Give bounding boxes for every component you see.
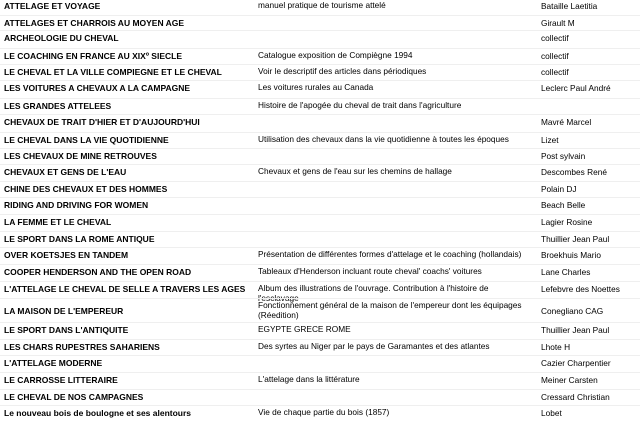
table-row: [0, 374, 640, 388]
book-description: L'attelage dans la littérature: [258, 374, 360, 384]
book-description: Utilisation des chevaux dans la vie quotidienne à toutes les époques: [258, 134, 509, 144]
book-author: collectif: [541, 33, 569, 43]
row-divider: [0, 339, 640, 340]
book-author: Cressard Christian: [541, 392, 610, 402]
book-title: LE CARROSSE LITTERAIRE: [4, 375, 118, 385]
book-description: Des syrtes au Niger par le pays de Garamantes et des atlantes: [258, 341, 490, 351]
row-divider: [0, 148, 640, 149]
book-title: ARCHEOLOGIE DU CHEVAL: [4, 33, 119, 43]
book-author: Cazier Charpentier: [541, 358, 611, 368]
table-row: [0, 283, 640, 303]
row-divider: [0, 298, 640, 299]
book-description: Album des illustrations de l'ouvrage. Contribution à l'histoire de l'esclavage: [258, 283, 489, 303]
book-description: EGYPTE GRECE ROME: [258, 324, 351, 334]
table-row: [0, 17, 640, 31]
book-description: Chevaux et gens de l'eau sur les chemins de hallage: [258, 166, 452, 176]
book-title: LE SPORT DANS LA ROME ANTIQUE: [4, 234, 155, 244]
book-title: L'ATTELAGE LE CHEVAL DE SELLE A TRAVERS LES AGES: [4, 284, 246, 294]
row-divider: [0, 197, 640, 198]
book-title: COOPER HENDERSON AND THE OPEN ROAD: [4, 267, 192, 277]
book-title: LES VOITURES A CHEVAUX A LA CAMPAGNE: [4, 83, 191, 93]
book-title: LES CHEVAUX DE MINE RETROUVES: [4, 151, 157, 161]
book-title: LA MAISON DE L'EMPEREUR: [4, 306, 124, 316]
book-author: Post sylvain: [541, 151, 586, 161]
book-title: CHINE DES CHEVAUX ET DES HOMMES: [4, 184, 168, 194]
table-row: [0, 266, 640, 280]
book-description: Les voitures rurales au Canada: [258, 82, 374, 92]
book-author: collectif: [541, 51, 569, 61]
row-divider: [0, 164, 640, 165]
table-row: [0, 66, 640, 80]
book-title: ATTELAGE ET VOYAGE: [4, 1, 101, 11]
table-row: [0, 357, 640, 371]
book-author: Mavré Marcel: [541, 117, 592, 127]
book-description: Catalogue exposition de Compiègne 1994: [258, 50, 413, 60]
book-author: collectif: [541, 67, 569, 77]
table-row: [0, 199, 640, 213]
book-description: Histoire de l'apogée du cheval de trait dans l'agriculture: [258, 100, 462, 110]
row-divider: [0, 80, 640, 81]
table-row: [0, 82, 640, 96]
row-divider: [0, 247, 640, 248]
table-row: [0, 216, 640, 230]
book-title: LES GRANDES ATTELEES: [4, 101, 112, 111]
row-divider: [0, 372, 640, 373]
row-divider: [0, 98, 640, 99]
row-divider: [0, 264, 640, 265]
book-author: Bataille Laetitia: [541, 1, 598, 11]
book-title: LE CHEVAL ET LA VILLE COMPIEGNE ET LE CHEVAL: [4, 67, 222, 77]
table-row: [0, 150, 640, 164]
table-row: [0, 300, 640, 322]
book-author: Thuillier Jean Paul: [541, 234, 610, 244]
book-author: Lizet: [541, 135, 559, 145]
table-row: [0, 166, 640, 180]
book-description: Tableaux d'Henderson incluant route cheval' coachs' voitures: [258, 266, 482, 276]
book-title: L'ATTELAGE MODERNE: [4, 358, 103, 368]
table-row: [0, 341, 640, 355]
row-divider: [0, 389, 640, 390]
book-author: Thuillier Jean Paul: [541, 325, 610, 335]
book-title: LE COACHING EN FRANCE AU XIXº SIECLE: [4, 51, 182, 61]
book-description: Fonctionnement général de la maison de l'empereur dont les équipages (Réedition): [258, 300, 522, 320]
book-author: Leclerc Paul André: [541, 83, 611, 93]
book-title: ATTELAGES ET CHARROIS AU MOYEN AGE: [4, 18, 185, 28]
book-description: Vie de chaque partie du bois (1857): [258, 407, 390, 417]
book-author: Lhote H: [541, 342, 571, 352]
book-title: RIDING AND DRIVING FOR WOMEN: [4, 200, 149, 210]
book-author: Beach Belle: [541, 200, 586, 210]
book-title: Le nouveau bois de boulogne et ses alentours: [4, 408, 192, 418]
book-title: LA FEMME ET LE CHEVAL: [4, 217, 112, 227]
table-row: [0, 391, 640, 405]
row-divider: [0, 355, 640, 356]
book-author: Meiner Carsten: [541, 375, 598, 385]
table-row: [0, 0, 640, 14]
book-author: Lefebvre des Noettes: [541, 284, 620, 294]
row-divider: [0, 405, 640, 406]
book-author: Lobet: [541, 408, 562, 418]
book-title: CHEVAUX ET GENS DE L'EAU: [4, 167, 127, 177]
book-description: Présentation de différentes formes d'attelage et le coaching (hollandais): [258, 249, 522, 259]
row-divider: [0, 322, 640, 323]
book-title: OVER KOETSJES EN TANDEM: [4, 250, 129, 260]
book-title: CHEVAUX DE TRAIT D'HIER ET D'AUJOURD'HUI: [4, 117, 200, 127]
book-author: Conegliano CAG: [541, 306, 604, 316]
row-divider: [0, 214, 640, 215]
row-divider: [0, 64, 640, 65]
table-row: [0, 50, 640, 64]
table-row: [0, 134, 640, 148]
book-title: LE CHEVAL DE NOS CAMPAGNES: [4, 392, 144, 402]
book-author: Girault M: [541, 18, 575, 28]
book-author: Lagier Rosine: [541, 217, 593, 227]
table-row: [0, 183, 640, 197]
book-title: LE SPORT DANS L'ANTIQUITE: [4, 325, 129, 335]
table-row: [0, 407, 640, 421]
row-divider: [0, 114, 640, 115]
row-divider: [0, 15, 640, 16]
row-divider: [0, 231, 640, 232]
row-divider: [0, 48, 640, 49]
book-author: Lane Charles: [541, 267, 591, 277]
book-description: manuel pratique de tourisme attelé: [258, 0, 386, 10]
table-row: [0, 324, 640, 338]
row-divider: [0, 30, 640, 31]
table-row: [0, 249, 640, 263]
row-divider: [0, 132, 640, 133]
table-row: [0, 32, 640, 46]
book-author: Polain DJ: [541, 184, 577, 194]
book-title: LE CHEVAL DANS LA VIE QUOTIDIENNE: [4, 135, 169, 145]
table-row: [0, 100, 640, 114]
book-author: Broekhuis Mario: [541, 250, 601, 260]
book-description: Voir le descriptif des articles dans périodiques: [258, 66, 427, 76]
table-row: [0, 233, 640, 247]
book-author: Descombes René: [541, 167, 607, 177]
table-row: [0, 116, 640, 130]
row-divider: [0, 281, 640, 282]
book-title: LES CHARS RUPESTRES SAHARIENS: [4, 342, 160, 352]
row-divider: [0, 181, 640, 182]
